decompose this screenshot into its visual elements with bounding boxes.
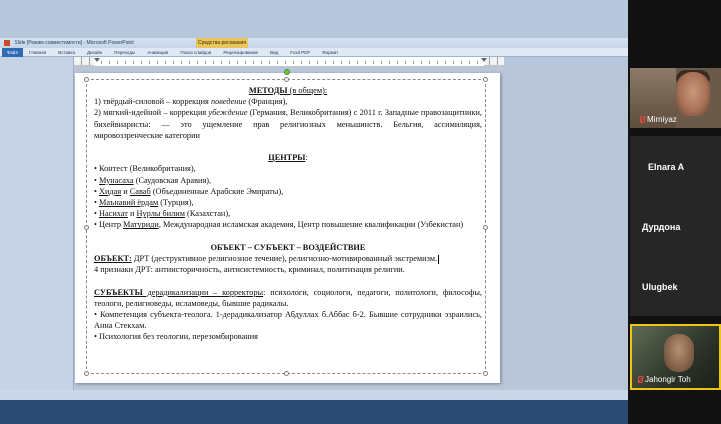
- ribbon-tab-home[interactable]: Главная: [29, 49, 47, 55]
- center-item: • Мунасаха (Саудовская Аравия),: [94, 175, 212, 185]
- participant-tile[interactable]: [630, 68, 721, 128]
- methods-heading-line: МЕТОДЫ (в общем):: [248, 86, 328, 95]
- participant-tile[interactable]: [630, 256, 721, 316]
- resize-handle-left[interactable]: [84, 225, 89, 230]
- centers-heading-line: ЦЕНТРЫ:: [268, 153, 308, 163]
- muted-mic-icon: [640, 116, 645, 123]
- participant-name: Ulugbek: [642, 282, 678, 292]
- rotate-handle[interactable]: [284, 69, 290, 75]
- ribbon-tab-file[interactable]: Файл: [2, 48, 23, 57]
- ribbon-tab-animation[interactable]: Анимация: [147, 49, 169, 55]
- muted-mic-icon: [638, 376, 643, 383]
- center-item: • Контест (Великобритания),: [94, 164, 196, 174]
- resize-handle-bottom-right[interactable]: [483, 371, 488, 376]
- participant-gallery: [628, 0, 721, 424]
- methods-heading: МЕТОДЫ: [248, 86, 288, 95]
- ribbon-tab-foxit[interactable]: Foxit PDF: [290, 49, 311, 55]
- resize-handle-bottom-left[interactable]: [84, 371, 89, 376]
- text-cursor: [438, 255, 439, 264]
- slide-body-text[interactable]: [94, 85, 482, 343]
- object-label: ОБЪЕКТ:: [94, 254, 132, 264]
- resize-handle-top-right[interactable]: [483, 77, 488, 82]
- object-paragraph: ОБЪЕКТ: ДРТ (деструктивное религиозное течение), религиозно-мотивированный экстремизм.: [94, 254, 438, 264]
- centers-heading: ЦЕНТРЫ: [268, 153, 306, 163]
- center-item: • Центр Матуриди, Международная исламская академия, Центр повышение квалификации (Узбекистан): [94, 220, 464, 230]
- competence-item: • Компетенция субъекта-теолога. 1-дерадикализатор Абдуллах б.Аббас б-2. Бывшие сотрудники эзраились, Анна Стекхам.: [94, 310, 482, 331]
- ribbon-tab-slideshow[interactable]: Показ слайдов: [180, 49, 212, 55]
- methods-item-1: 1) твёрдый-силовой – коррекция поведение (Франция),: [94, 97, 288, 107]
- first-line-indent-marker[interactable]: [94, 58, 100, 62]
- center-item: • Маънавий ёрдам (Турция),: [94, 198, 194, 208]
- active-speaker-tile[interactable]: [630, 324, 721, 390]
- ribbon-tab-transitions[interactable]: Переходы: [114, 49, 136, 55]
- resize-handle-bottom[interactable]: [284, 371, 289, 376]
- center-item: • Хидая и Саваб (Объединенные Арабские Эмираты),: [94, 186, 284, 196]
- resize-handle-top[interactable]: [284, 77, 289, 82]
- psychology-item: • Психология без теологии, перезомбирования: [94, 332, 258, 342]
- powerpoint-app-icon: [4, 40, 10, 46]
- participant-name: Elnara A: [648, 162, 685, 172]
- window-title-bar: [0, 38, 628, 48]
- methods-item-2: 2) мягкий-идейной – коррекция убеждение (Германия, Великобритания) с 2011 г. Западные правозащитники, бихейвиаристы: — это ущемление прав религиозных меньшинств. Бельгия, ассимиляция, мировоззренческие категории: [94, 108, 482, 140]
- ribbon-tab-format[interactable]: Формат: [322, 49, 339, 55]
- participant-name: Jahongir Toh: [645, 375, 691, 384]
- participant-video: [664, 334, 694, 372]
- window-title: Slide [Режим совместимости] - Microsoft PowerPoint: [14, 40, 134, 46]
- ribbon-tab-insert[interactable]: Вставка: [58, 49, 75, 55]
- slide[interactable]: [75, 73, 500, 383]
- center-item: • Насихат и Нурлы билим (Казахстан),: [94, 209, 231, 219]
- ruler-active-area: [94, 57, 484, 66]
- context-tab-drawing-tools[interactable]: Средства рисования: [197, 40, 247, 46]
- slides-pane[interactable]: [0, 57, 74, 390]
- status-bar: [0, 390, 628, 424]
- resize-handle-top-left[interactable]: [84, 77, 89, 82]
- object-signs: 4 признаки ДРТ: антиисторичность, антисистемность, криминал, политизация религии.: [94, 265, 405, 275]
- participant-tile[interactable]: [630, 196, 721, 256]
- participant-video: [676, 72, 710, 116]
- ribbon-tab-review[interactable]: Рецензирование: [223, 49, 259, 55]
- object-subject-impact-heading: ОБЪЕКТ – СУБЪЕКТ – ВОЗДЕЙСТВИЕ: [210, 242, 366, 252]
- horizontal-ruler[interactable]: [74, 57, 504, 66]
- ribbon-tab-view[interactable]: Вид: [270, 49, 279, 55]
- participant-name: Mirniyaz: [647, 115, 677, 124]
- right-indent-marker[interactable]: [481, 58, 487, 62]
- ribbon-tab-design[interactable]: Дизайн: [86, 49, 103, 55]
- ribbon-tabs: [0, 48, 628, 57]
- participant-tile[interactable]: [630, 136, 721, 196]
- resize-handle-right[interactable]: [483, 225, 488, 230]
- subjects-paragraph: СУБЪЕКТЫ дерадикализации – корректоры: психологи, социологи, педагоги, политологи, философы, теологи, религиоведы, исламоведы, бывшие радикалы.: [94, 287, 482, 308]
- status-bar-strip: [0, 390, 628, 400]
- subjects-label: СУБЪЕКТЫ: [94, 287, 143, 297]
- participant-name: Дурдона: [642, 222, 681, 232]
